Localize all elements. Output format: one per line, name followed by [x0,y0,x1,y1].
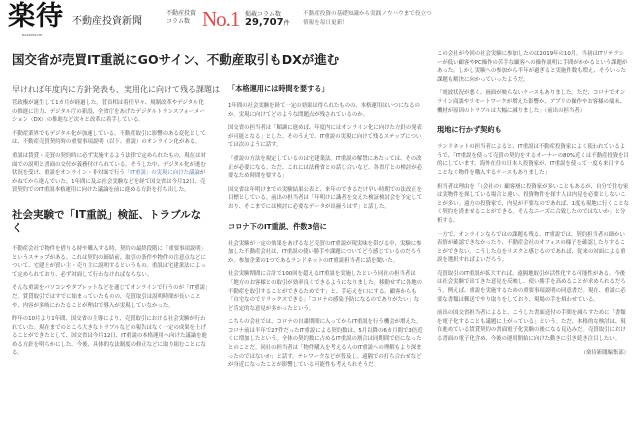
site-logo[interactable]: 楽待 [8,1,64,32]
paragraph [12,152,208,195]
paragraph: 昨年の10月より1年間、国交省の主導により、売買取引における社会実験が行われていた。現在までのところ大きなトラブルなどの報告はなく一定の成果を上げることができたとして、国交省は今月12日、IT重説の本格運用へ向けた議論を進める方針を明らかにした。今後、具体的な法制度の修正などに取り組むことになる。 [12,316,207,357]
paragraph: 国交省の担当者は「順調に進めば、年度内にはオンライン化に向けた方針の発表が可能となる」とした。そのうえで、IT重説の実現に向けて残るステップについては次のように話す。 [228,125,422,149]
column-count-unit: 件 [283,20,290,27]
paragraph: この会社が今回の社会実験に参加したのは2019年の10月。当初はITリテラシーが低い顧客やPC操作の苦手な顧客への操作説明に手間がかかるという課題があった。しかし実験への参加から半年が過ぎると実施件数も増え、そういった課題も解決に向かっていったようだ。 [437,51,628,83]
paragraph: 不動産会社で物件を借りる時や購入する時、契約の最終段階に「重要事項説明」というステップがある。これは契約の締結前、取引の条件や物件の注意点などについて、宅建士が買い主・売り主に説明するというもの。重説は宅建業法によって定められており、必ず対面して行わなければならない。 [12,245,207,278]
it-jusetsu-link[interactable]: 「IT重説」の実現に向けた議論 [124,170,200,177]
section-heading: 現地に行かず契約も [437,125,502,135]
article-column-2 [228,74,423,375]
site-name[interactable]: 不動産投資新聞 [72,16,142,27]
article-column-1 [12,99,208,363]
paragraph: 不動産業界でもデジタル化が加速している。不動産取引に影響のある変化としては、不動産売買契約時の重要事項説明（以下、重説）のオンライン化がある。 [12,130,206,146]
column-count [245,17,290,28]
column-count-value: 29,707 [245,17,284,28]
tagline: 不動産投資の基礎知識から実践ノウハウまで役立つ情報を毎日更新！ [303,11,432,26]
paragraph: ランドネットの担当者によると、IT重説は不動産投資家によく使われているようで、「IT重説を使って売買の契約をするオーナーの80%近くは不動産投資を目的にしています。海外在住の日本人投資家が、IT重説を使って一度も来日することなく物件を購入するケースもありました」 [437,144,629,176]
paragraph: 国交省は年明けまでの実験結果公表と、来年のできるだけ早い時期での法改正を目標としている。前出の担当者は「年明けに識者を交えた検証検討会を予定しており、そこまでには検討に必要なデータが出揃うはず」と話した。 [228,186,423,210]
rank-badge: No.1 [202,7,240,31]
section-heading: 社会実験で「IT重説」検証、トラブルなく [12,208,202,234]
rank-label: 不動産投資 コラム数 [166,10,197,25]
section-heading: コロナ下のIT重説、件数3倍に [228,221,327,231]
paragraph-text: 重説は賃貸・売買の契約時に必ず実施するよう法律で定められたもの。現在は対面での説明と書面の交付が義務付けられている。そうした中、デジタル化が進む状況を受け、重説をオンライン・非対面で行う [12,152,206,177]
paragraph: 一方で、オンラインならではの課題も残る。IT重説では、契約担当者の細かい表情が確認できなかったり、不動産会社のオフィスの様子を確認したりすることができない。こうした点をリスクと感じるのであれば、従来の対面による重説を選択すればよいだろう。 [437,231,626,264]
section-heading: 「本格運用には時間を要する」 [228,84,329,93]
paragraph: 担当者は理由を「（会社の）顧客層に投資家が多いこともあるが、自分で住む家は実物件を探している場合と違い、投資物件を探す人は内見を必要としないことが多い。遠方の投資家で、内見が不要なのであれば、1度も現地に行くことなく契約を済ませることができる。そんなニーズに合致したのではないか」と分析する。 [437,183,629,224]
paragraph: 菅政権が誕生して1カ月が経過した。菅首相は着任早々、規制改革やデジタル化の推進に注力、デジタル庁の新設、全省庁をあげたデジタルトランスフォーメーション（DX）の推進など次々と改革に着手している。 [12,100,205,124]
quote-paragraph: 「重説の方法を規定しているのは宅建業法。IT重説の解禁にあたっては、その改正が必要になる。ただ、これには法務省との話し合いなど、各省庁との検討が必要なため時間を要する」 [228,155,423,180]
column-count-label: 掲載コラム数 [245,11,281,18]
article-credit: （楽待新聞編集部） [580,349,629,356]
paragraph: そんな重説をパソコンやタブレットなどを通じてオンラインで行うのが「IT重説」だ。賃貸取引ではすでに始まっていたものの、売買取引は説明時間が長いことや、内容が多岐にわたることが理由で導入が実現していなかった。 [12,285,208,309]
quote-paragraph: 「電波状況が悪く、画面が映らないケースもありました。ただ、コロナでオンライン商談やリモートワークが増えた影響か、アプリの操作やお客様の端末、機材が原因のトラブルは大幅に減りました」（前出の担当者） [437,90,626,114]
article-column-3 [437,50,629,362]
paragraph-text: がかねてから進んでいた。1年間に及ぶ社会実験などを経て国交省は今月12日、売買契約でのIT重説本格運用に向けた議論を前に進める方針を打ち出した。 [12,170,206,194]
paragraph: こちらの会社では、コロナの自粛期間に入ってからIT重説を行う機会が増えた。コロナ前は半年で27件だったIT重説による契約数は、5月以降の6カ月間で3倍近くに増加したという。全体の契約数に占めるIT重説の割合は同期間で倍になったとのことだ。同社の担当者は「物件購入を考える人のIT重説への理解もより深まったのではないか」と話す。テレワークなどが普及し、遠隔での打ち合わせなどが身近になったことが影響している可能性も考えられそうだ。 [228,319,423,369]
paragraph: 社会実験期間に合計で100回を超えるIT重説を実施したという同社の担当者は「地方のお客様との取引が効率良くできるようになりました。移動せずに各地の不動産を取引することができるためです」と、手応えを口にする。顧客からも「自宅なのでリラックスできる」「コロナの感染予防になるのでありがたい」など肯定的な意見が多かったという。 [228,271,423,312]
paragraph: 社会実験が一定の効果をあげるなど売買のIT重説が現実味を帯びる中、実験に参加した不動産会社は、IT重説の使い勝手や課題についてどう感じているのだろうか。参加企業の1つであるランドネットのIT重説担当者に話を聞いた。 [228,240,422,264]
article-subtitle: 早ければ年度内に方針発表も、実用化に向けて残る課題は [12,85,220,94]
paragraph: 売買取引のIT重説が拡大すれば、遠隔地取引が活性化する可能性がある。今後は社会実験で出てきた意見を反映し、使い勝手を高めることが求められるだろう。例えば、重説を実施するための重要事項説明の同意書だ。現在、重説に必要な書類は郵送でやり取りをしており、現場の手を煩わせている。 [437,270,626,303]
paragraph: 1年間の社会実験を経て一定の効果は得られたものの、本格運用はいつになるのか。実現に向けてどのような問題点が残されているのか。 [228,103,420,118]
logo-subtext: RAKUMACHI [22,33,43,37]
paragraph: 前出の国交省担当者によると、こうした書面送付の手間を減らすために「書類を電子化することも議題に上がっている」という。ただ、本格的な検討は、現在進めている賃貸契約の書面電子化実験の後になる見込みだ。売買取引における書面の電子化含め、今後の運用開始に向けた動きに引き続き注目したい。 [437,310,626,343]
article-title: 国交省が売買IT重説にGOサイン、不動産取引もDXが進む [12,52,340,67]
